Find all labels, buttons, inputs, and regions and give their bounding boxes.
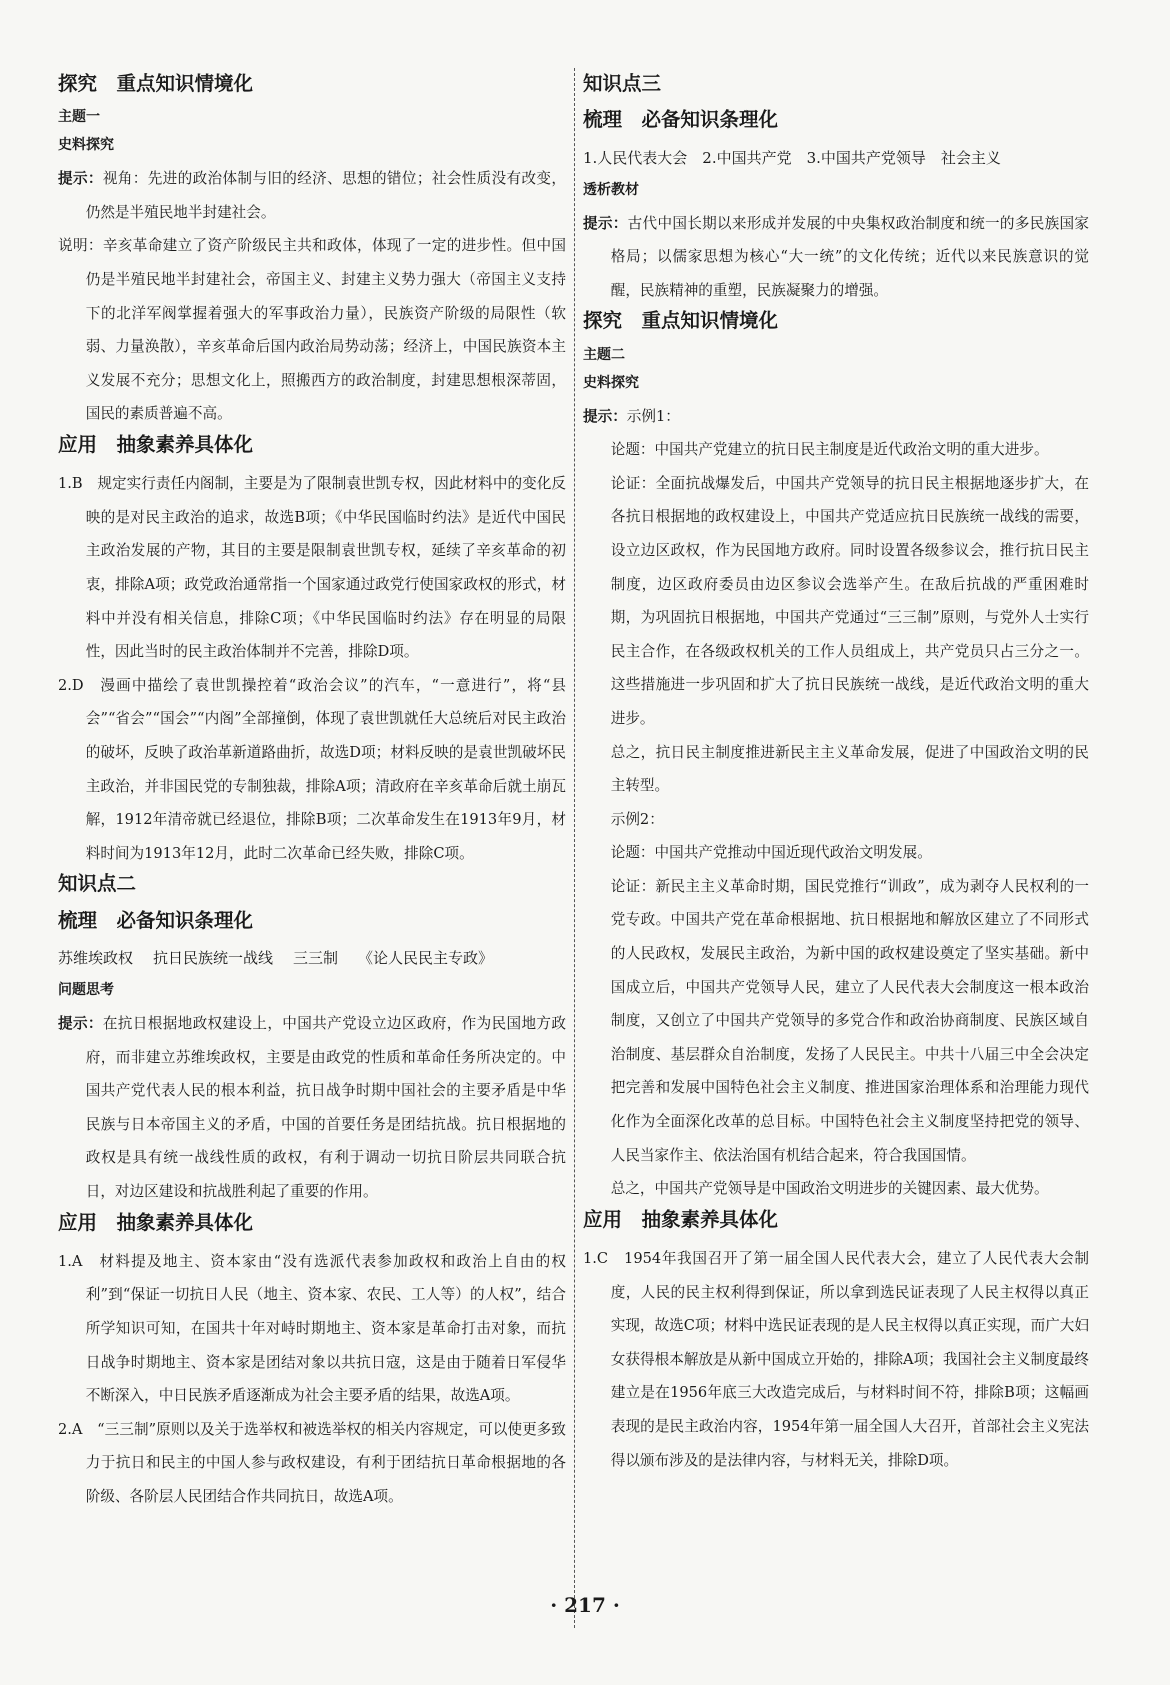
conclusion-paragraph: 总之，中国共产党领导是中国政治文明进步的关键因素、最大优势。 [610,1180,1049,1198]
hint-paragraph [583,207,1089,308]
example-label: 示例2： [610,810,664,828]
section-title-apply: 应用 抽象素养具体化 [58,433,254,457]
answer-item: 1.C 1954年我国召开了第一届全国人民代表大会，建立了人民代表大会制度，人民的民主权利得到保证，所以拿到选民证表现了人民主权得以真正实现，故选C项；材料中选民证表现的是人民主权得以真正实现，而广大妇女获得根本解放是从新中国成立开始的，排除A项；我国社会主义制度最终建立是在1956年底三大改造完成后，与材料时间不符，排除B项；这幅画表现的是民主政治内容，1954年第一届全国人大召开，首部社会主义宪法得以颁布涉及的是法律内容，与材料无关，排除D项。 [583,1250,1089,1469]
thesis-paragraph: 论题：中国共产党建立的抗日民主制度是近代政治文明的重大进步。 [610,441,1049,459]
page-number: · 217 · [550,1593,620,1617]
theme-heading: 主题二 [583,346,625,363]
subheading-shiliao: 史料探究 [58,137,114,154]
answer-list: 1.人民代表大会 2.中国共产党 3.中国共产党领导 社会主义 [583,148,1001,167]
right-column [583,70,1089,1477]
answer-item: 1.B 规定实行责任内阁制，主要是为了限制袁世凯专权，因此材料中的变化反映的是对民主政治的追求，故选B项；《中华民国临时约法》是近代中国民主政治发展的产物，其目的主要是限制袁世凯专权，延续了辛亥革命的初衷，排除A项；政党政治通常指一个国家通过政党行使国家政权的形式，材料中并没有相关信息，排除C项；《中华民国临时约法》存在明显的局限性，因此当时的民主政治体制并不完善，排除D项。 [58,475,566,661]
keyword: 三三制 [293,948,339,967]
column-divider [574,68,575,1628]
explanation-paragraph: 说明：辛亥革命建立了资产阶级民主共和政体，体现了一定的进步性。但中国仍是半殖民地半封建社会，帝国主义、封建主义势力强大（帝国主义支持下的北洋军阀掌握着强大的军事政治力量），民族资产阶级的局限性（软弱、力量涣散），辛亥革命后国内政治局势动荡；经济上，中国民族资本主义发展不充分；思想文化上，照搬西方的政治制度，封建思想根深蒂固，国民的素质普遍不高。 [58,237,566,423]
hint-text: 视角：先进的政治体制与旧的经济、思想的错位；社会性质没有改变，仍然是半殖民地半封建社会。 [85,170,566,221]
hint-label: 提示： [583,407,627,425]
section-title-apply: 应用 抽象素养具体化 [58,1210,254,1234]
hint-label: 提示： [58,170,103,188]
hint-text: 示例1： [626,407,680,425]
argument-paragraph: 论证：全面抗战爆发后，中国共产党领导的抗日民主根据地逐步扩大，在各抗日根据地的政权建设上，中国共产党适应抗日民族统一战线的需要，设立边区政权，作为民国地方政府。同时设置各级参议会，推行抗日民主制度，边区政府委员由边区参议会选举产生。在敌后抗战的严重困难时期，为巩固抗日根据地，中国共产党通过“三三制”原则，与党外人士实行民主合作，在各级政权机关的工作人员组成上，共产党员只占三分之一。这些措施进一步巩固和扩大了抗日民族统一战线，是近代政治文明的重大进步。 [610,474,1089,727]
keyword: 苏维埃政权 [58,948,134,967]
theme-heading: 主题一 [58,109,100,126]
answer-item: 1.A 材料提及地主、资本家由“没有选派代表参加政权和政治上自由的权利”到“保证一切抗日人民（地主、资本家、农民、工人等）的人权”，结合所学知识可知，在国共十年对峙时期地主、资本家是革命打击对象，而抗日战争时期地主、资本家是团结对象以共抗日寇，这是由于随着日军侵华不断深入，中日民族矛盾逐渐成为社会主要矛盾的结果，故选A项。 [58,1252,566,1405]
answer-item: 2.A “三三制”原则以及关于选举权和被选举权的相关内容规定，可以使更多致力于抗日和民主的中国人参与政权建设，有利于团结抗日革命根据地的各阶级、各阶层人民团结合作共同抗日，故选A项。 [58,1420,566,1505]
hint-paragraph [583,400,1089,434]
hint-label: 提示： [58,1014,103,1032]
section-title-explore: 探究 重点知识情境化 [58,72,254,95]
section-title-review: 梳理 必备知识条理化 [58,908,254,932]
hint-label: 提示： [583,214,628,232]
subheading-question: 问题思考 [58,981,114,998]
answer-item: 2.D 漫画中描绘了袁世凯操控着“政治会议”的汽车，“一意进行”，将“县会”“省会”“国会”“内阁”全部撞倒，体现了袁世凯就任大总统后对民主政治的破坏，反映了政治革新道路曲折，故选D项；材料反映的是袁世凯破坏民主政治，并非国民党的专制独裁，排除A项；清政府在辛亥革命后就土崩瓦解，1912年清帝就已经退位，排除B项；二次革命发生在1913年9月，材料时间为1913年12月，此时二次革命已经失败，排除C项。 [58,676,566,862]
hint-paragraph [58,162,566,229]
hint-text: 古代中国长期以来形成并发展的中央集权政治制度和统一的多民族国家格局；以儒家思想为核心“大一统”的文化传统；近代以来民族意识的觉醒，民族精神的重塑，民族凝聚力的增强。 [610,214,1089,299]
keyword: 抗日民族统一战线 [153,948,274,967]
hint-paragraph [58,1007,566,1209]
section-title-review: 梳理 必备知识条理化 [583,108,779,132]
hint-text: 在抗日根据地政权建设上，中国共产党设立边区政府，作为民国地方政府，而非建立苏维埃政权，主要是由政党的性质和革命任务所决定的。中国共产党代表人民的根本利益，抗日战争时期中国社会的主要矛盾是中华民族与日本帝国主义的矛盾，中国的首要任务是团结抗战。抗日根据地的政权是具有统一战线性质的政权，有利于调动一切抗日阶层共同联合抗日，对边区建设和抗战胜利起了重要的作用。 [85,1014,566,1200]
keyword: 《论人民民主专政》 [358,948,494,967]
keyword-list [58,943,566,973]
subheading-textbook: 透析教材 [583,181,639,198]
conclusion-paragraph: 总之，抗日民主制度推进新民主主义革命发展，促进了中国政治文明的民主转型。 [610,743,1089,795]
knowledge-point-heading: 知识点二 [58,872,137,896]
section-title-apply: 应用 抽象素养具体化 [583,1207,779,1231]
left-column [58,70,566,1514]
subheading-shiliao: 史料探究 [583,374,639,391]
knowledge-point-heading: 知识点三 [583,72,662,95]
thesis-paragraph: 论题：中国共产党推动中国近现代政治文明发展。 [610,844,932,862]
section-title-explore: 探究 重点知识情境化 [583,309,779,333]
argument-paragraph: 论证：新民主主义革命时期，国民党推行“训政”，成为剥夺人民权利的一党专政。中国共产党在革命根据地、抗日根据地和解放区建立了不同形式的人民政权，发展民主政治，为新中国的政权建设奠定了坚实基础。新中国成立后，中国共产党领导人民，建立了人民代表大会制度这一根本政治制度，又创立了中国共产党领导的多党合作和政治协商制度、民族区域自治制度、基层群众自治制度，发扬了人民民主。中共十八届三中全会决定把完善和发展中国特色社会主义制度、推进国家治理体系和治理能力现代化作为全面深化改革的总目标。中国特色社会主义制度坚持把党的领导、人民当家作主、依法治国有机结合起来，符合我国国情。 [610,877,1089,1164]
